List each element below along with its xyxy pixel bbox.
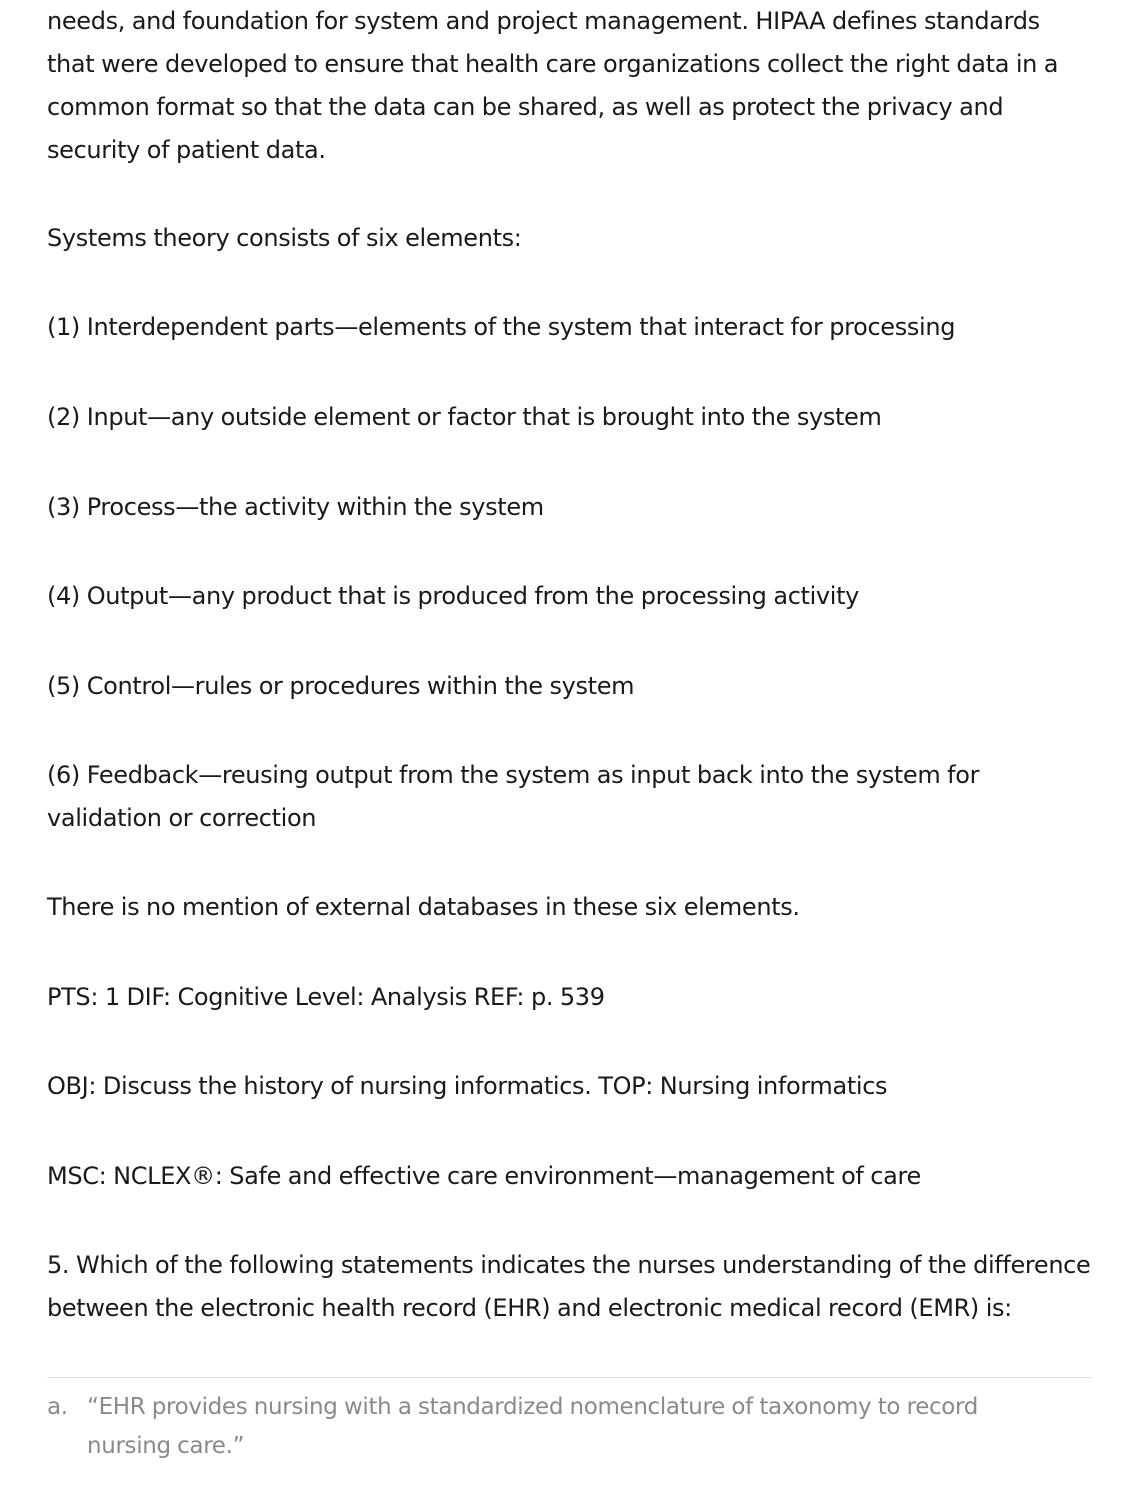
elements-lead: Systems theory consists of six elements: (47, 224, 522, 252)
msc-line: MSC: NCLEX®: Safe and effective care environment—management of care (47, 1162, 921, 1190)
element-item: (2) Input—any outside element or factor that is brought into the system (47, 403, 882, 431)
element-item: (4) Output—any product that is produced from the processing activity (47, 582, 860, 610)
element-item: (3) Process—the activity within the system (47, 493, 544, 521)
element-item: (5) Control—rules or procedures within the system (47, 672, 635, 700)
obj-line: OBJ: Discuss the history of nursing informatics. TOP: Nursing informatics (47, 1072, 888, 1100)
element-item: (1) Interdependent parts—elements of the system that interact for processing (47, 313, 956, 341)
option-letter: a. (47, 1394, 68, 1420)
option-divider (47, 1377, 1092, 1378)
pts-line: PTS: 1 DIF: Cognitive Level: Analysis REF: p. 539 (47, 983, 605, 1011)
answer-option[interactable] (47, 1388, 1093, 1466)
element-item: (6) Feedback—reusing output from the system as input back into the system for validation or correction (47, 761, 980, 832)
note-paragraph: There is no mention of external databases in these six elements. (47, 893, 800, 921)
question-text: 5. Which of the following statements indicates the nurses understanding of the difference between the electronic health record (EHR) and electronic medical record (EMR) is: (47, 1251, 1091, 1322)
option-text: “EHR provides nursing with a standardized nomenclature of taxonomy to record nursing care.” (87, 1394, 978, 1459)
intro-paragraph: needs, and foundation for system and project management. HIPAA defines standards that were developed to ensure that health care organizations collect the right data in a common format so that the data can be shared, as well as protect the privacy and security of patient data. (47, 7, 1059, 164)
